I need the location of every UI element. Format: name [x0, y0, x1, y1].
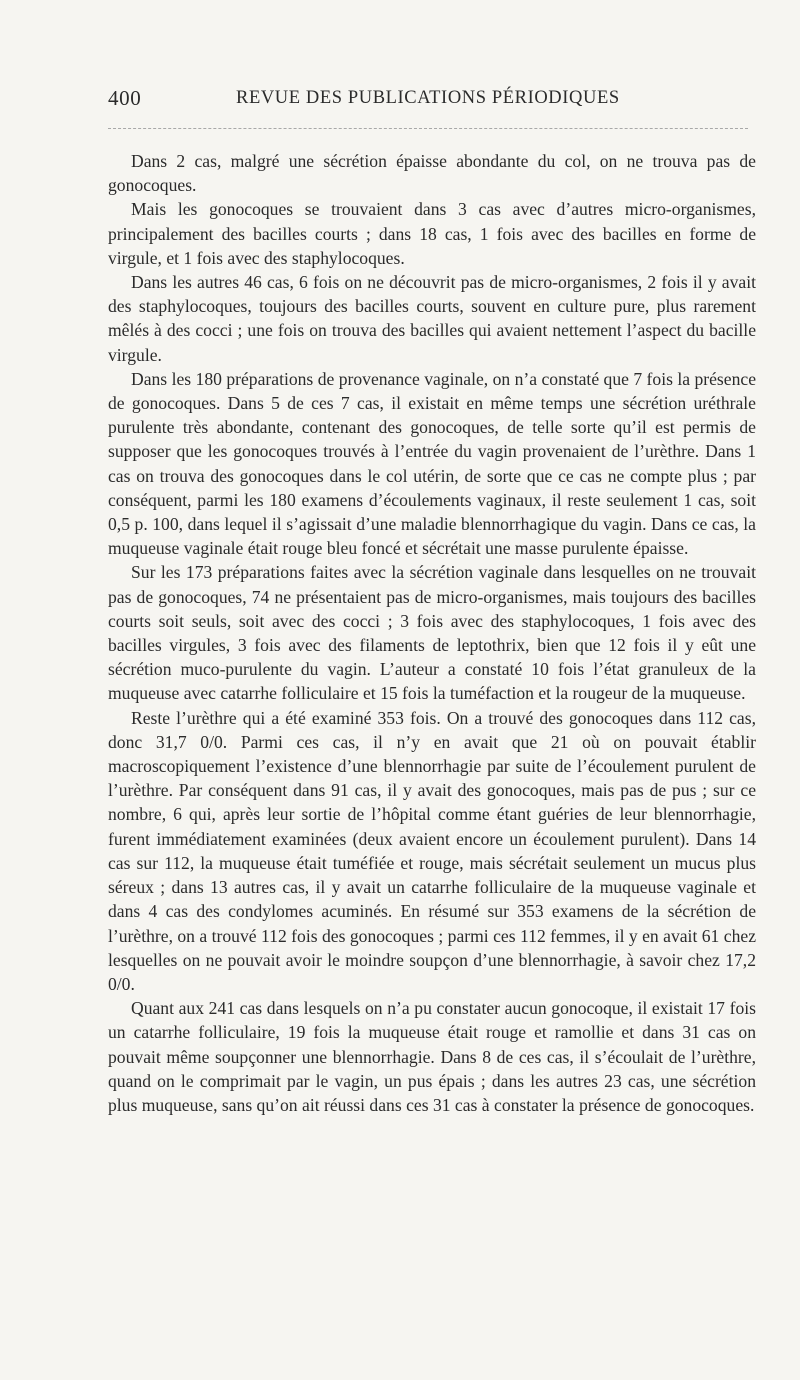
paragraph: Dans les 180 préparations de provenance vaginale, on n’a constaté que 7 fois la présence de gonocoques. Dans 5 de ces 7 cas, il existait en même temps une sécrétion uréthrale purulente très abondante, contenant des gonocoques, de telle sorte qu’il est permis de supposer que les gonocoques trouvés à l’entrée du vagin provenaient de l’urèthre. Dans 1 cas on trouva des gonocoques dans le col utérin, de sorte que ce cas ne compte plus ; par conséquent, parmi les 180 examens d’écoulements vaginaux, il reste seulement 1 cas, soit 0,5 p. 100, dans lequel il s’agissait d’une maladie blennorrhagique du vagin. Dans ce cas, la muqueuse vaginale était rouge bleu foncé et sécrétait une masse purulente épaisse. — [108, 368, 756, 559]
running-head — [108, 86, 756, 114]
page-number: 400 — [108, 86, 142, 110]
paragraph: Dans les autres 46 cas, 6 fois on ne découvrit pas de micro-organismes, 2 fois il y avait des staphylocoques, toujours des bacilles courts, souvent en culture pure, plus rarement mêlés à des cocci ; une fois on trouva des bacilles qui avaient nettement l’aspect du bacille virgule. — [108, 272, 756, 365]
header-divider — [108, 128, 748, 129]
paragraph: Quant aux 241 cas dans lesquels on n’a pu constater aucun gonocoque, il existait 17 fois un catarrhe folliculaire, 19 fois la muqueuse était rouge et ramollie et dans 31 cas on pouvait même soupçonner une blennorrhagie. Dans 8 de ces cas, il s’écoulait de l’urèthre, quand on le comprimait par le vagin, un pus épais ; dans les autres 23 cas, une sécrétion plus muqueuse, sans qu’on ait réussi dans ces 31 cas à constater la présence de gonocoques. — [108, 998, 756, 1115]
paragraph: Mais les gonocoques se trouvaient dans 3 cas avec d’autres micro-organismes, principalement des bacilles courts ; dans 18 cas, 1 fois avec des bacilles en forme de virgule, et 1 fois avec des staphylocoques. — [108, 199, 756, 268]
paragraph: Reste l’urèthre qui a été examiné 353 fois. On a trouvé des gonocoques dans 112 cas, donc 31,7 0/0. Parmi ces cas, il n’y en avait que 21 où on pouvait établir macroscopiquement l’existence d’une blennorrhagie par suite de l’écoulement purulent de l’urèthre. Par conséquent dans 91 cas, il y avait des gonocoques, mais pas de pus ; sur ce nombre, 6 qui, après leur sortie de l’hôpital comme étant guéries de leur blennorrhagie, furent immédiatement examinées (deux avaient encore un écoulement purulent). Dans 14 cas sur 112, la muqueuse était tuméfiée et rouge, mais sécrétait seulement un mucus plus séreux ; dans 13 autres cas, il y avait un catarrhe folliculaire de la muqueuse vaginale et dans 4 cas des condylomes acuminés. En résumé sur 353 examens de la sécrétion de l’urèthre, on a trouvé 112 fois des gonocoques ; parmi ces 112 femmes, il y en avait 61 chez lesquelles on ne pouvait avoir le moindre soupçon d’une blennorrhagie, à savoir chez 17,2 0/0. — [108, 707, 756, 994]
paragraph: Dans 2 cas, malgré une sécrétion épaisse abondante du col, on ne trouva pas de gonocoques. — [108, 151, 756, 196]
journal-title: REVUE DES PUBLICATIONS PÉRIODIQUES — [236, 88, 620, 108]
paragraph: Sur les 173 préparations faites avec la sécrétion vaginale dans lesquelles on ne trouvait pas de gonocoques, 74 ne présentaient pas de micro-organismes, mais toujours des bacilles courts soit seuls, soit avec des cocci ; 3 fois avec des staphylocoques, 1 fois avec des bacilles virgules, 3 fois avec des filaments de leptothrix, bien que 12 fois il y eût une sécrétion muco-purulente du vagin. L’auteur a constaté 10 fois l’état granuleux de la muqueuse avec catarrhe folliculaire et 15 fois la tuméfaction et la rougeur de la muqueuse. — [108, 562, 756, 704]
body-text — [108, 149, 756, 1117]
document-page — [108, 86, 756, 1117]
